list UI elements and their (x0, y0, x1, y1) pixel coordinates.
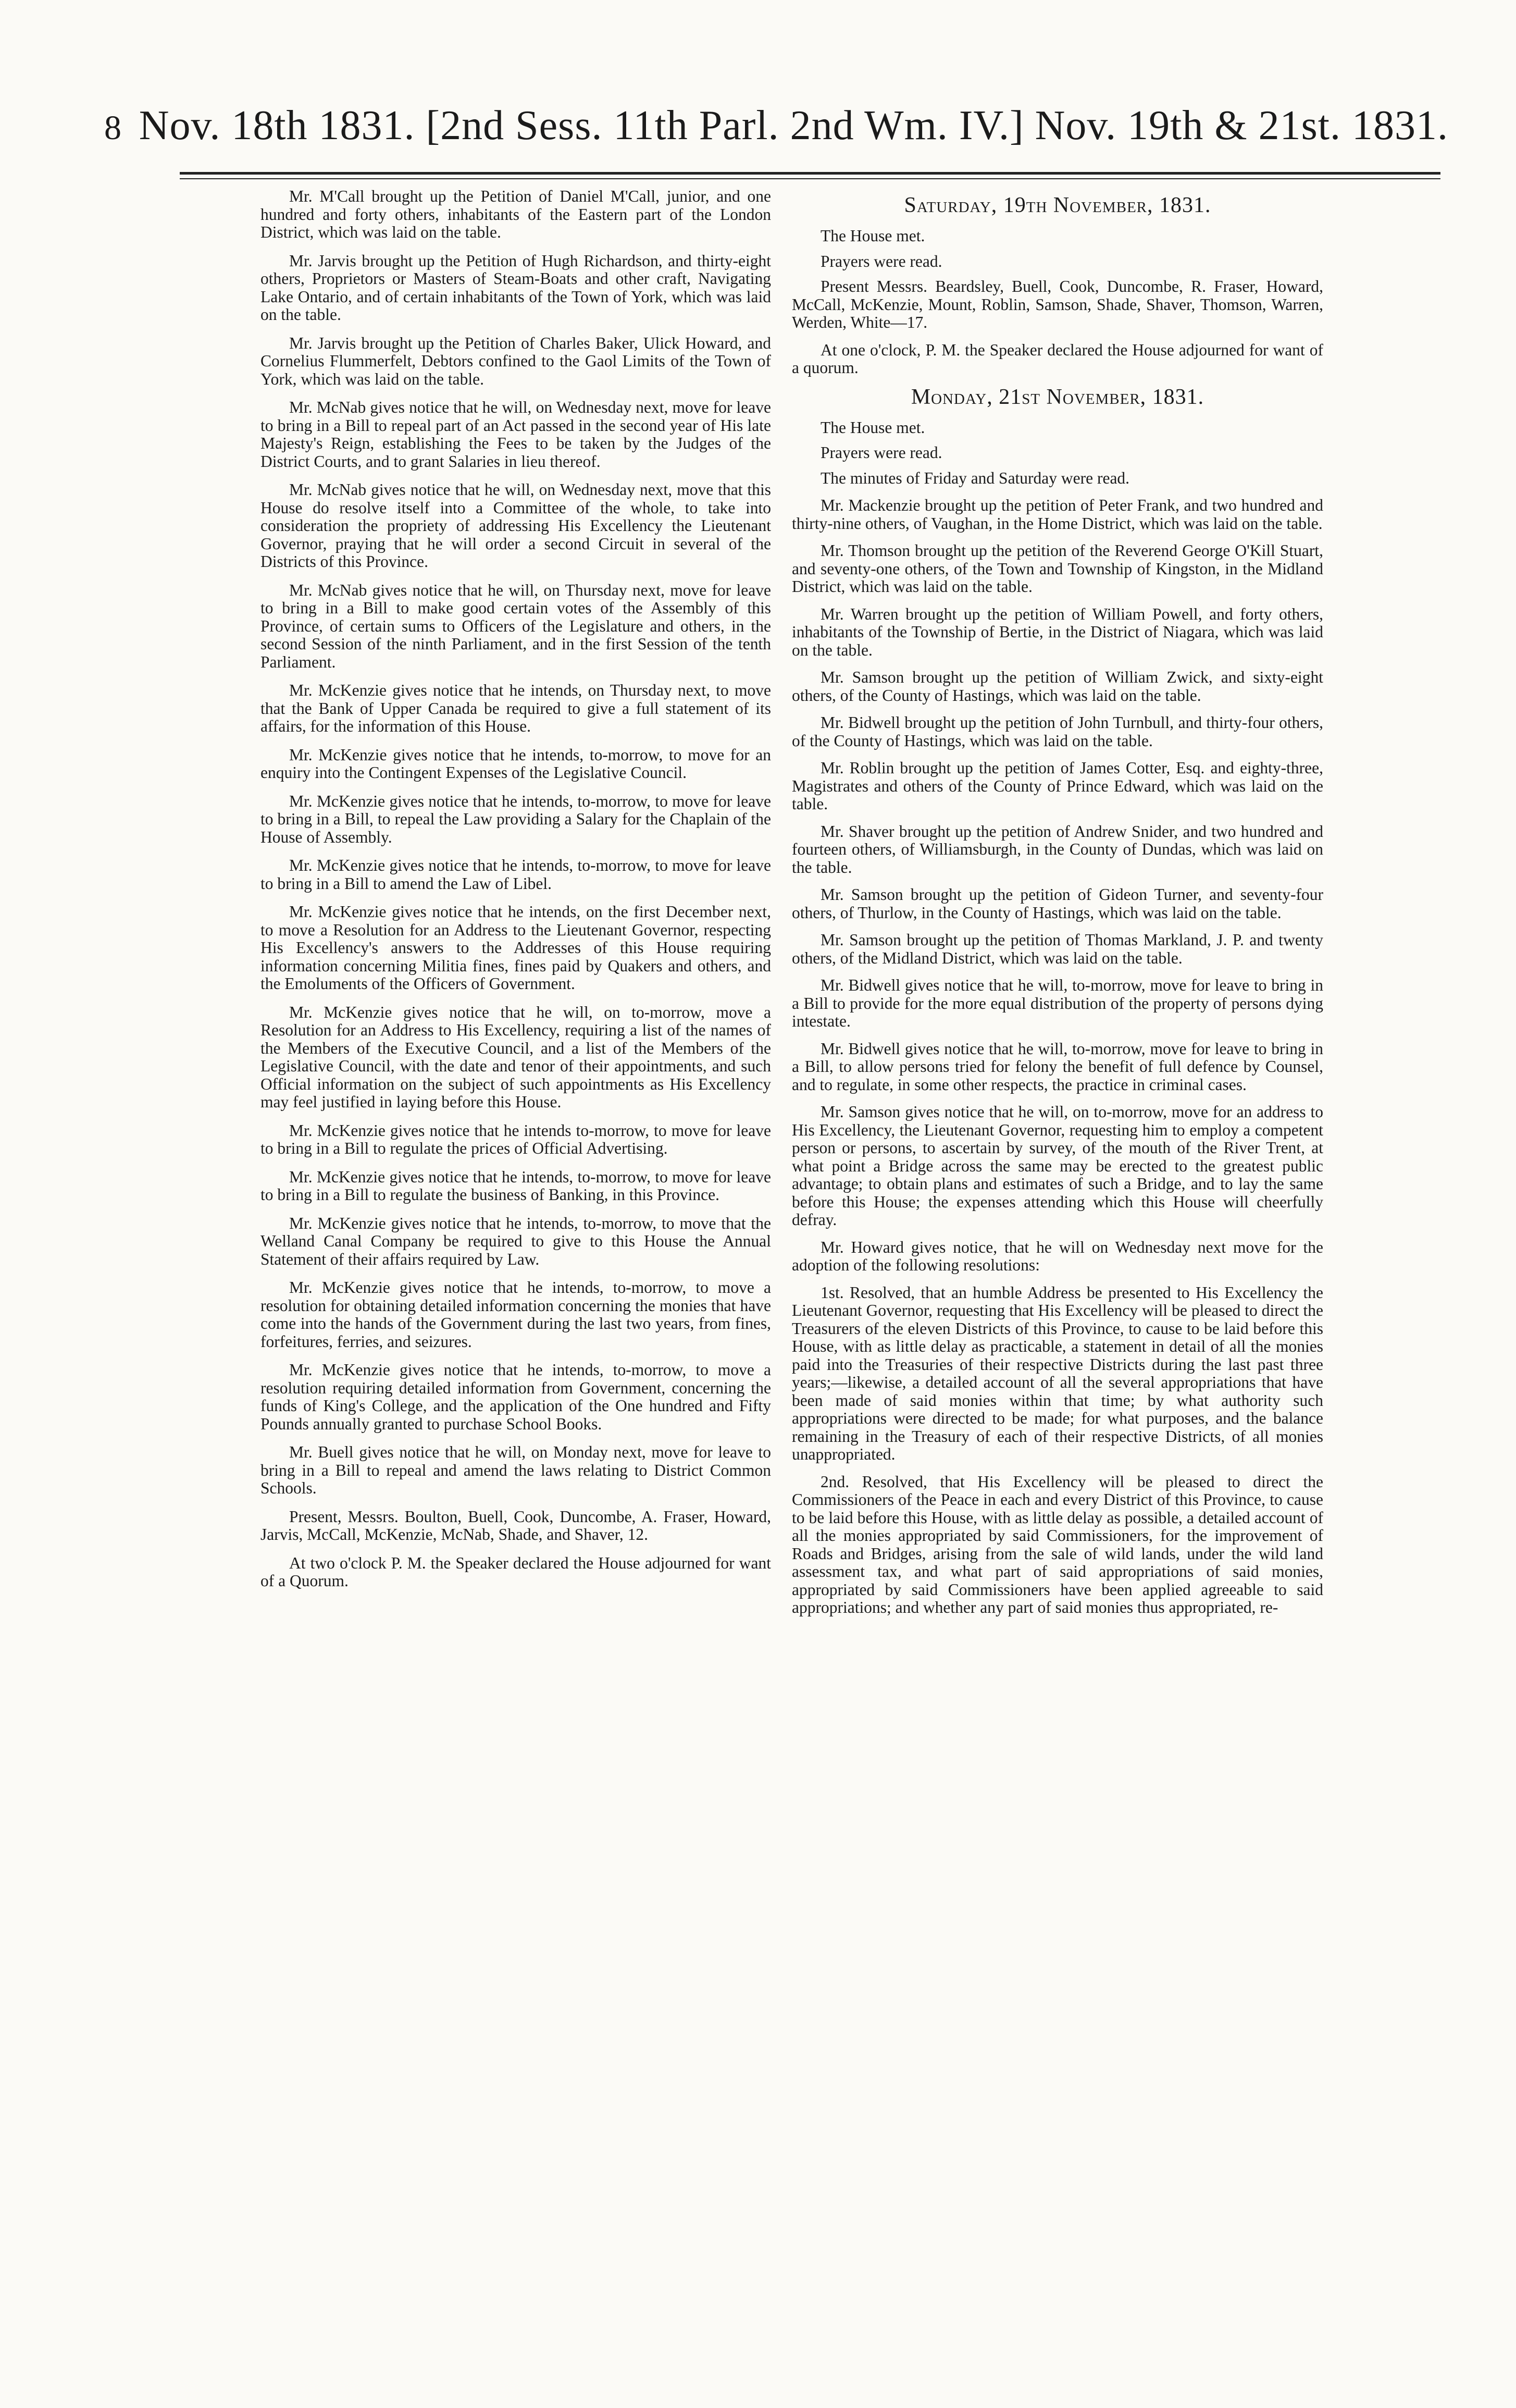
entry (260, 682, 771, 736)
saturday-present: Present Messrs. Beardsley, Buell, Cook, Duncombe, R. Fraser, Howard, McCall, McKenzie, Mount, Roblin, Samson, Shade, Shaver, Thomson, Warren, Werden, White—17. (792, 277, 1323, 331)
entry-text: Mr. Bidwell gives notice that he will, to-morrow, move for leave to bring in a Bill, to allow persons tried for felony the benefit of full defence by Counsel, and to regulate, in some other respects, the practice in criminal cases. (792, 1039, 1323, 1094)
entry-text: Mr. Roblin brought up the petition of James Cotter, Esq. and eighty-three, Magistrates and others of the County of Prince Edward, which was laid on the table. (792, 759, 1323, 813)
entry (792, 1040, 1323, 1094)
entry-text: Mr. McNab gives notice that he will, on Wednesday next, move that this House do resolve itself into a Committee of the whole, to take into consideration the propriety of addressing His Excellency the Lieutenant Governor, praying that he will order a second Circuit in several of the Districts of this Province. (260, 480, 771, 571)
entry (260, 481, 771, 571)
entry (260, 188, 771, 242)
saturday-prayers: Prayers were read. (821, 252, 942, 270)
entry (792, 1103, 1323, 1229)
saturday-adjourned: At one o'clock, P. M. the Speaker declared the House adjourned for want of a quorum. (792, 340, 1323, 377)
entry-text: Mr. Shaver brought up the petition of Andrew Snider, and two hundred and fourteen others, of Williamsburgh, in the County of Dundas, which was laid on the table. (792, 822, 1323, 876)
entry (792, 977, 1323, 1031)
left-column (260, 188, 771, 2387)
entry (260, 1443, 771, 1498)
entry-text: Mr. Howard gives notice, that he will on Wednesday next move for the adoption of the following resolutions: (792, 1238, 1323, 1274)
header-rule-thin (180, 178, 1440, 179)
entry-text: Mr. Samson brought up the petition of Thomas Markland, J. P. and twenty others, of the Midland District, which was laid on the table. (792, 931, 1323, 967)
entry (260, 746, 771, 782)
entry-text: Mr. Thomson brought up the petition of the Reverend George O'Kill Stuart, and seventy-one others, of the Town and Township of Kingston, in the Midland District, which was laid on the table. (792, 541, 1323, 596)
entry-text: Mr. McKenzie gives notice that he intends, on Thursday next, to move that the Bank of Upper Canada be required to give a full statement of its affairs, for the information of this House. (260, 681, 771, 735)
entry-text: Mr. Bidwell gives notice that he will, to-morrow, move for leave to bring in a Bill to provide for the more equal distribution of the property of persons dying intestate. (792, 976, 1323, 1030)
entry-text: 1st. Resolved, that an humble Address be presented to His Excellency the Lieutenant Governor, requesting that His Excellency will be pleased to direct the Treasurers of the eleven Districts of this Province, to cause to be laid before this House, with as little delay as practicable, a statement in detail of all the monies paid into the Treasuries of their respective Districts during the last past three years;—likewise, a detailed account of all the several appropriations that have been made of said monies within that time; by what authority such appropriations were directed to be made; for what purposes, and the balance remaining in the Treasury of each of their respective Districts, of all monies unappropriated. (792, 1283, 1323, 1463)
page-number: 8 (104, 109, 121, 147)
entry (792, 759, 1323, 813)
entry (260, 1279, 771, 1351)
monday-house-met: The House met. (821, 418, 925, 437)
entry-text: Mr. McKenzie gives notice that he intends, on the first December next, to move a Resolution for an Address to the Lieutenant Governor, respecting His Excellency's answers to the Addresses of this House requiring information concerning Militia fines, fines paid by Quakers and others, and the Emoluments of the Officers of Government. (260, 903, 771, 993)
entry-text: Mr. McKenzie gives notice that he intends, to-morrow, to move that the Welland Canal Company be required to give to this House the Annual Statement of their affairs required by Law. (260, 1214, 771, 1268)
entry (260, 857, 771, 893)
entry-text: Mr. Samson gives notice that he will, on to-morrow, move for an address to His Excellency, the Lieutenant Governor, requesting him to employ a competent person or persons, to ascertain by survey, of the mouth of the River Trent, at what point a Bridge across the same may be erected to the greatest public advantage; to obtain plans and estimates of such a Bridge, and to lay the same before this House; the expenses attending which this House will cheerfully defray. (792, 1103, 1323, 1229)
entry (260, 252, 771, 324)
entry (792, 669, 1323, 705)
entry-text: Mr. M'Call brought up the Petition of Daniel M'Call, junior, and one hundred and forty others, inhabitants of the Eastern part of the London District, which was laid on the table. (260, 188, 771, 241)
entry (260, 335, 771, 389)
entry-text: Mr. McKenzie gives notice that he intends, to-morrow, to move a resolution requiring detailed information from Government, concerning the funds of King's College, and the application of the One hundred and Fifty Pounds annually granted to purchase School Books. (260, 1361, 771, 1433)
entry-text: Mr. McKenzie gives notice that he intends, to-morrow, to move for leave to bring in a Bill to amend the Law of Libel. (260, 856, 771, 893)
entry-text: Mr. McKenzie gives notice that he intends to-morrow, to move for leave to bring in a Bill to regulate the prices of Official Advertising. (260, 1121, 771, 1157)
entry (260, 1554, 771, 1590)
entry (792, 1284, 1323, 1464)
entry-text: Mr. McKenzie gives notice that he intends, to-morrow, to move a resolution for obtaining detailed information concerning the monies that have come into the hands of the Government during the last two years, from fines, forfeitures, ferries, and seizures. (260, 1278, 771, 1351)
right-column (792, 188, 1323, 2387)
entry-text: Mr. Mackenzie brought up the petition of Peter Frank, and two hundred and thirty-nine others, of Vaughan, in the Home District, which was laid on the table. (792, 496, 1323, 533)
saturday-house-met: The House met. (821, 227, 925, 245)
entry (792, 714, 1323, 750)
entry (260, 399, 771, 471)
monday-prayers: Prayers were read. (821, 443, 942, 462)
entry-text: Mr. Samson brought up the petition of Gideon Turner, and seventy-four others, of Thurlow, in the County of Hastings, which was laid on the table. (792, 885, 1323, 922)
entry-text: Mr. Warren brought up the petition of William Powell, and forty others, inhabitants of the Township of Bertie, in the District of Niagara, which was laid on the table. (792, 604, 1323, 659)
monday-entries (792, 497, 1323, 1617)
entry (260, 903, 771, 993)
entry (260, 1508, 771, 1544)
entry-text: Mr. Samson brought up the petition of William Zwick, and sixty-eight others, of the County of Hastings, which was laid on the table. (792, 668, 1323, 705)
monday-heading: Monday, 21st November, 1831. (911, 385, 1204, 409)
entry-text: Mr. McKenzie gives notice that he will, on to-morrow, move a Resolution for an Address to His Excellency, requiring a list of the names of the Members of the Executive Council, and a list of the Members of the Legislative Council, with the date and tenor of their appointments, and such Official information on the subject of such appointments as His Excellency may feel justified in laying before this House. (260, 1003, 771, 1111)
entry-text: Present, Messrs. Boulton, Buell, Cook, Duncombe, A. Fraser, Howard, Jarvis, McCall, McKenzie, McNab, Shade, and Shaver, 12. (260, 1507, 771, 1543)
entry-text: Mr. McNab gives notice that he will, on Wednesday next, move for leave to bring in a Bill to repeal part of an Act passed in the second year of His late Majesty's Reign, establishing the Fees to be taken by the Judges of the District Courts, and to grant Salaries in lieu thereof. (260, 398, 771, 471)
page-header (104, 102, 1448, 170)
entry-text: Mr. Jarvis brought up the Petition of Charles Baker, Ulick Howard, and Cornelius Flummerfelt, Debtors confined to the Gaol Limits of the Town of York, which was laid on the table. (260, 334, 771, 388)
entry-text: Mr. McKenzie gives notice that he intends, to-morrow, to move for leave to bring in a Bill, to repeal the Law providing a Salary for the Chaplain of the House of Assembly. (260, 792, 771, 846)
running-head: Nov. 18th 1831. [2nd Sess. 11th Parl. 2nd Wm. IV.] Nov. 19th & 21st. 1831. (139, 103, 1448, 149)
entry (792, 823, 1323, 877)
entry-text: Mr. Buell gives notice that he will, on Monday next, move for leave to bring in a Bill to repeal and amend the laws relating to District Common Schools. (260, 1443, 771, 1497)
saturday-heading: Saturday, 19th November, 1831. (904, 193, 1211, 217)
entry (260, 793, 771, 847)
entry (260, 1122, 771, 1158)
entry (792, 1473, 1323, 1617)
entry (260, 1168, 771, 1204)
entry-text: Mr. McNab gives notice that he will, on Thursday next, move for leave to bring in a Bill to make good certain votes of the Assembly of this Province, of certain sums to Officers of the Legislature and others, in the second Session of the ninth Parliament, and in the first Session of the tenth Parliament. (260, 581, 771, 671)
entry (260, 1004, 771, 1112)
entry (792, 606, 1323, 660)
entry-text: 2nd. Resolved, that His Excellency will be pleased to direct the Commissioners of the Peace in each and every District of this Province, to cause to be laid before this House, with as little delay as possible, a detailed account of all the monies appropriated by said Commissioners, for the improvement of Roads and Bridges, arising from the sale of wild lands, under the wild land assessment tax, and what part of said appropriations of said monies, appropriated by said Commissioners have been applied agreeable to said appropriations; and whether any part of said monies thus appropriated, re- (792, 1472, 1323, 1616)
entry (260, 1361, 771, 1433)
entry-text: Mr. Jarvis brought up the Petition of Hugh Richardson, and thirty-eight others, Proprietors or Masters of Steam-Boats and other craft, Navigating Lake Ontario, and of certain inhabitants of the Town of York, which was laid on the table. (260, 251, 771, 324)
entry (260, 1215, 771, 1269)
entry (792, 497, 1323, 533)
header-rule (180, 172, 1440, 175)
entry (792, 1239, 1323, 1275)
entry (792, 542, 1323, 596)
entry-text: Mr. McKenzie gives notice that he intends, to-morrow, to move for leave to bring in a Bill to regulate the business of Banking, in this Province. (260, 1167, 771, 1204)
monday-minutes: The minutes of Friday and Saturday were read. (821, 468, 1130, 487)
entry (792, 931, 1323, 967)
entry-text: Mr. McKenzie gives notice that he intends, to-morrow, to move for an enquiry into the Contingent Expenses of the Legislative Council. (260, 745, 771, 782)
entry (792, 886, 1323, 922)
entry (260, 582, 771, 672)
entry-text: Mr. Bidwell brought up the petition of John Turnbull, and thirty-four others, of the County of Hastings, which was laid on the table. (792, 713, 1323, 750)
entry-text: At two o'clock P. M. the Speaker declared the House adjourned for want of a Quorum. (260, 1553, 771, 1590)
